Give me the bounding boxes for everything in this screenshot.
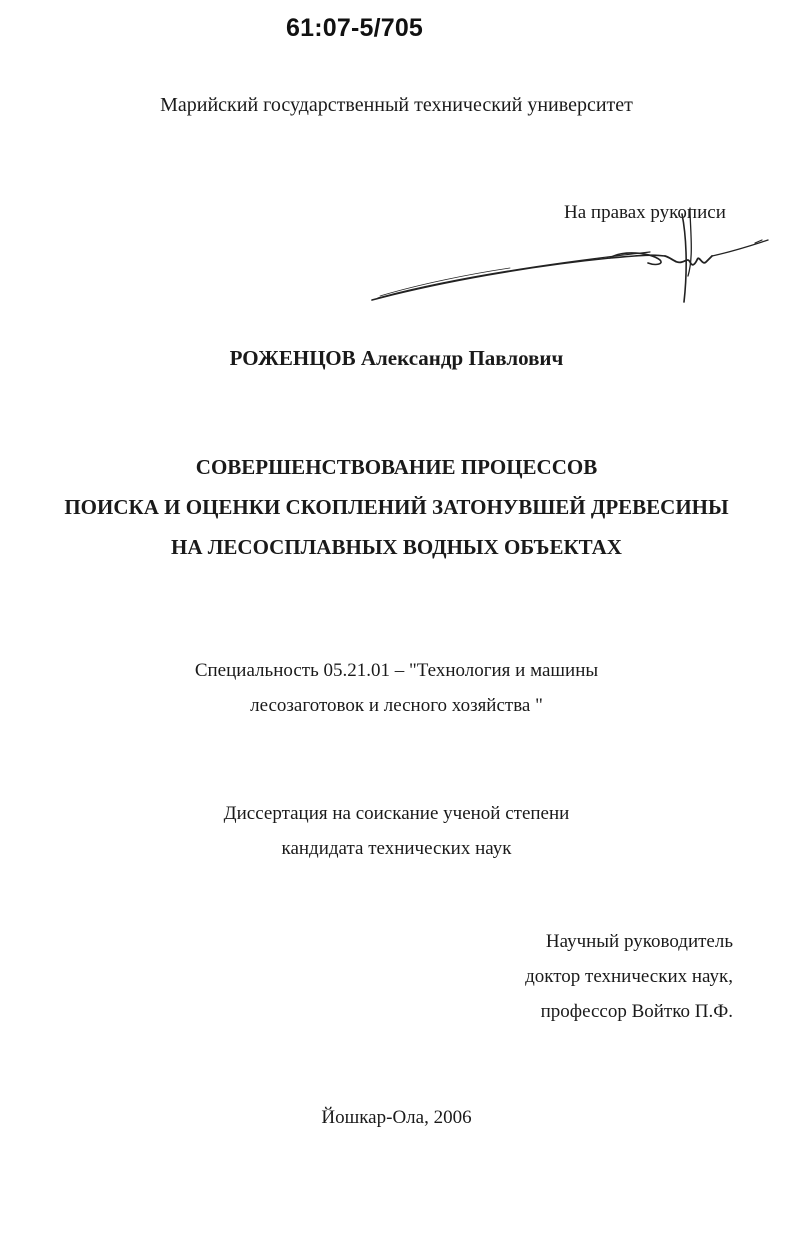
author-signature	[360, 206, 780, 316]
supervisor-role: Научный руководитель	[545, 931, 733, 952]
degree-line-2: кандидата технических наук	[281, 838, 512, 859]
city-year: Йошкар-Ола, 2006	[321, 1107, 472, 1128]
dissertation-title-line-2: ПОИСКА И ОЦЕНКИ СКОПЛЕНИЙ ЗАТОНУВШЕЙ ДРЕВЕСИНЫ	[64, 495, 729, 519]
degree-line-1: Диссертация на соискание ученой степени	[223, 803, 570, 824]
supervisor-name: профессор Войтко П.Ф.	[540, 1001, 733, 1022]
archive-stamp-code: 61:07-5/705	[286, 14, 424, 42]
supervisor-degree: доктор технических наук,	[525, 966, 733, 987]
author-name: РОЖЕНЦОВ Александр Павлович	[229, 346, 564, 370]
specialty-line-1: Специальность 05.21.01 – "Технология и машины	[194, 660, 599, 681]
specialty-line-2: лесозаготовок и лесного хозяйства "	[250, 695, 543, 716]
dissertation-title-line-3: НА ЛЕСОСПЛАВНЫХ ВОДНЫХ ОБЪЕКТАХ	[171, 535, 622, 559]
university-name: Марийский государственный технический университет	[160, 94, 633, 116]
rights-note: На правах рукописи	[564, 202, 726, 223]
dissertation-title-line-1: СОВЕРШЕНСТВОВАНИЕ ПРОЦЕССОВ	[195, 455, 598, 479]
